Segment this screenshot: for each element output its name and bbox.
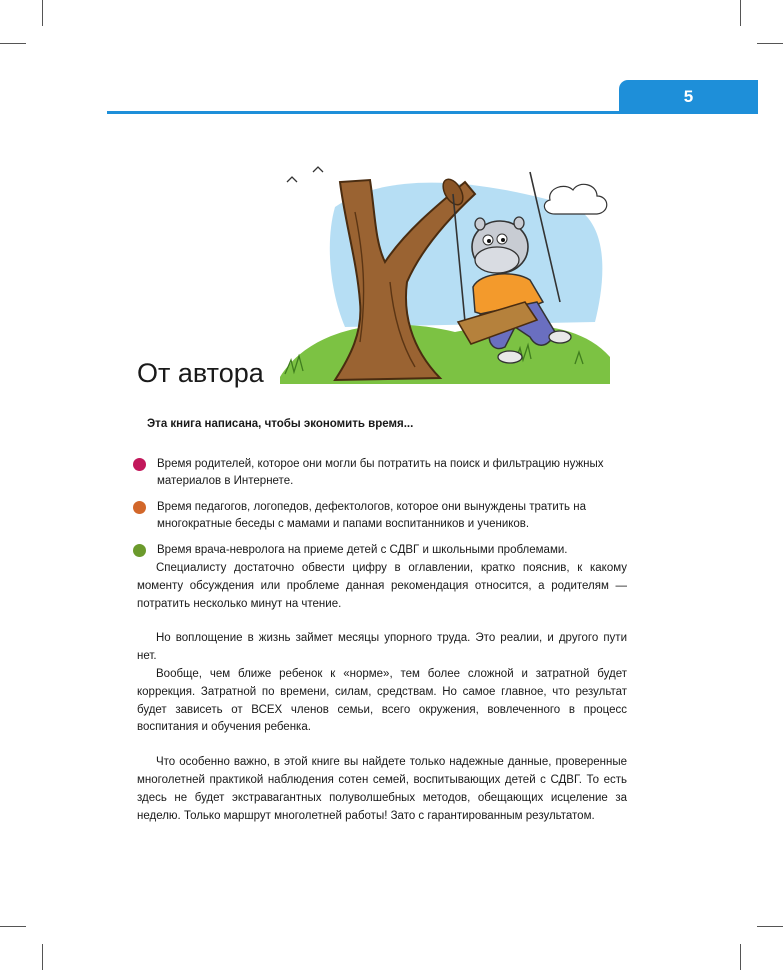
bullet-list: [133, 456, 630, 568]
crop-mark: [757, 43, 783, 44]
paragraph: Но воплощение в жизнь займет месяцы упорного труда. Это реалии, и другого пути нет.: [137, 632, 627, 663]
paragraph: Что особенно важно, в этой книге вы найдете только надежные данные, проверенные многолетней практикой наблюдения сотен семей, воспитывающих детей с СДВГ. То есть здесь не будет экстравагантных полуволшебных методов, обещающих исцеление за неделю. Только маршрут многолетней работы! Зато с гарантированным результатом.: [137, 756, 627, 822]
crop-mark: [740, 0, 741, 26]
crop-mark: [42, 944, 43, 970]
cloud-icon: [544, 184, 606, 214]
crop-mark: [757, 926, 783, 927]
list-item: [133, 456, 630, 490]
section-title: От автора: [137, 358, 264, 388]
body-text: [137, 560, 627, 825]
crop-mark: [0, 926, 26, 927]
bullet-dot-icon: [133, 544, 146, 557]
page-number-tab: [619, 80, 758, 114]
section-subtitle: Эта книга написана, чтобы экономить время...: [147, 418, 414, 430]
bullet-dot-icon: [133, 458, 146, 471]
crop-mark: [42, 0, 43, 26]
list-item: [133, 499, 630, 533]
paragraph: Вообще, чем ближе ребенок к «норме», тем более сложной и затратной будет коррекция. Затратной по времени, силам, средствам. Но самое главное, что результат будет зависеть от ВСЕХ членов семьи, всего окружения, вовлеченного в процесс воспитания и обучения ребенка.: [137, 667, 627, 734]
bird-icon: [313, 167, 323, 172]
crop-mark: [740, 944, 741, 970]
page-number: 5: [683, 87, 694, 106]
list-item-text: Время родителей, которое они могли бы потратить на поиск и фильтрацию нужных материалов в Интернете.: [157, 458, 604, 487]
paragraph: Специалисту достаточно обвести цифру в оглавлении, кратко пояснив, к какому моменту обсуждения или проблеме данная рекомендация относится, а родителям — потратить несколько минут на чтение.: [137, 562, 627, 610]
crop-mark: [0, 43, 26, 44]
list-item-text: Время врача-невролога на приеме детей с СДВГ и школьными проблемами.: [157, 544, 568, 556]
list-item: [133, 542, 630, 559]
list-item-text: Время педагогов, логопедов, дефектологов, которое они вынуждены тратить на многократные беседы с мамами и папами воспитанников и учеников.: [157, 501, 586, 530]
bullet-dot-icon: [133, 501, 146, 514]
hippo-on-swing-illustration: [275, 152, 615, 384]
bird-icon: [287, 177, 297, 182]
